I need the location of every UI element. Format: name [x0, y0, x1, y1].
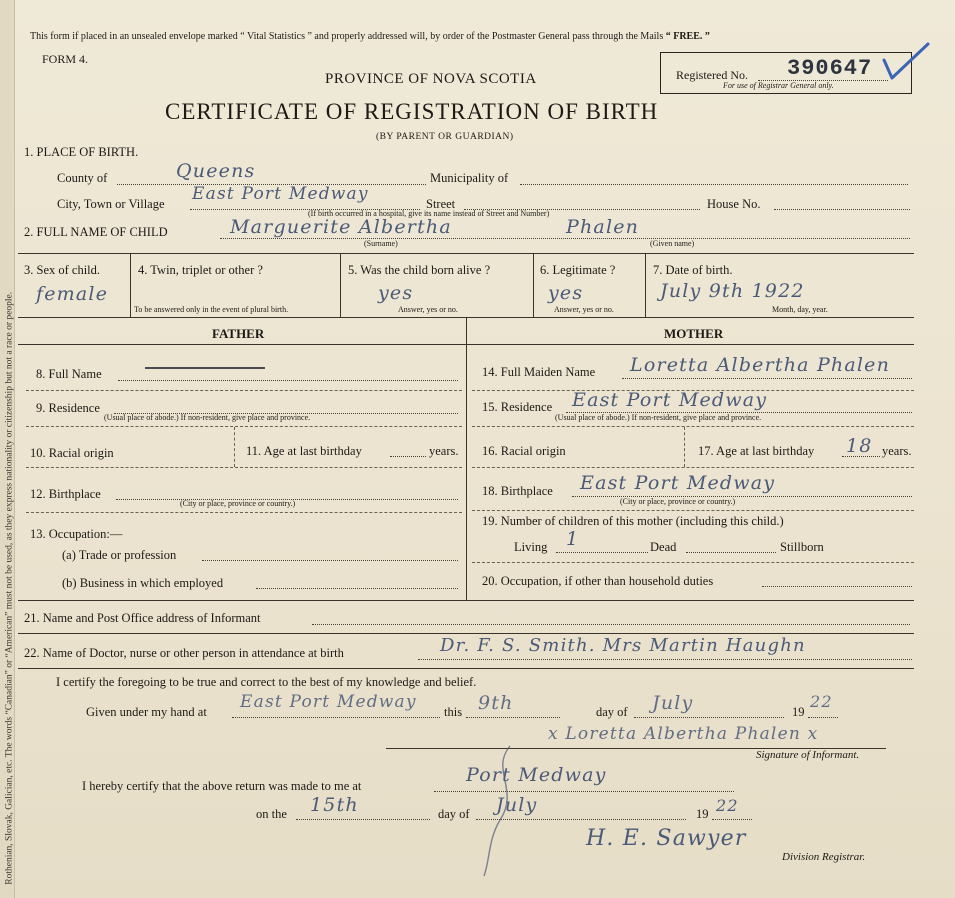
- given-year-value: 22: [810, 692, 833, 711]
- attendant-value: Dr. F. S. Smith. Mrs Martin Haughn: [440, 635, 806, 656]
- city-value: East Port Medway: [192, 184, 369, 204]
- mother-name-label: 14. Full Maiden Name: [482, 365, 596, 379]
- father-header: FATHER: [212, 326, 265, 341]
- municipality-label: Municipality of: [430, 171, 509, 185]
- place-of-birth-label: 1. PLACE OF BIRTH.: [24, 145, 139, 159]
- given-day-line: [466, 717, 560, 718]
- mother-birthplace-note: (City or place, province or country.): [620, 497, 736, 506]
- living-value: 1: [566, 528, 580, 550]
- full-name-child-label: 2. FULL NAME OF CHILD: [24, 225, 168, 239]
- trade-label: (a) Trade or profession: [62, 548, 177, 562]
- child-name-line: [220, 238, 910, 239]
- certificate-title: CERTIFICATE OF REGISTRATION OF BIRTH: [165, 99, 659, 124]
- given-name-note: (Given name): [650, 239, 695, 248]
- father-name-line: [118, 380, 458, 381]
- born-alive-value: yes: [378, 282, 414, 304]
- check-mark-icon: [880, 40, 932, 90]
- registrar-year-value: 22: [716, 796, 739, 815]
- side-instruction-text: Rothenian, Slovak, Galician, etc. The words “Canadian” or “American” must not be used, as they express nationality or citizenship but not a race or people.: [4, 291, 15, 885]
- surname-note: (Surname): [364, 239, 398, 248]
- mother-birthplace-label: 18. Birthplace: [482, 484, 553, 498]
- dead-label: Dead: [650, 540, 677, 554]
- house-no-line: [774, 209, 910, 210]
- sex-label: 3. Sex of child.: [24, 263, 101, 277]
- form-number: FORM 4.: [42, 52, 89, 66]
- attendant-line: [418, 659, 912, 660]
- divider-3: [130, 253, 131, 317]
- father-rule-3: [26, 467, 462, 468]
- divider-5: [533, 253, 534, 317]
- parents-divider: [466, 317, 467, 600]
- living-line: [556, 552, 648, 553]
- free-label: “ FREE. ”: [665, 31, 710, 42]
- given-year-prefix: 19: [792, 705, 805, 719]
- father-racial-label: 10. Racial origin: [30, 446, 114, 460]
- given-at-value: East Port Medway: [240, 692, 417, 712]
- binding-edge: [0, 0, 15, 898]
- city-label: City, Town or Village: [57, 197, 165, 211]
- legitimate-value: yes: [548, 282, 584, 304]
- certify-top-rule: [18, 668, 914, 669]
- living-label: Living: [514, 540, 548, 554]
- mother-rule-2: [472, 426, 914, 427]
- row-3-top-rule: [18, 253, 914, 254]
- registrar-year-prefix: 19: [696, 807, 709, 821]
- this-label: this: [444, 705, 463, 719]
- attendant-top-rule: [18, 633, 914, 634]
- date-of-birth-value: July 9th 1922: [660, 280, 805, 302]
- father-age-label: 11. Age at last birthday: [246, 444, 362, 458]
- date-note: Month, day, year.: [772, 305, 828, 314]
- given-under-label: Given under my hand at: [86, 705, 207, 719]
- divider-6: [645, 253, 646, 317]
- mother-age-value: 18: [846, 435, 873, 457]
- county-label: County of: [57, 171, 108, 185]
- attendant-label: 22. Name of Doctor, nurse or other person in attendance at birth: [24, 646, 344, 660]
- child-surname-value: Marguerite Albertha: [230, 216, 452, 238]
- house-no-label: House No.: [707, 197, 761, 211]
- mother-birthplace-value: East Port Medway: [580, 472, 776, 494]
- given-day-value: 9th: [478, 692, 514, 714]
- child-given-value: Phalen: [566, 216, 640, 238]
- postal-notice: [30, 32, 710, 42]
- return-made-label: I hereby certify that the above return was made to me at: [82, 779, 362, 793]
- given-day-of-label: day of: [596, 705, 628, 719]
- mother-rule-5: [472, 562, 914, 563]
- trade-line: [202, 560, 458, 561]
- signature-informant-label: Signature of Informant.: [756, 749, 860, 761]
- divider-4: [340, 253, 341, 317]
- registrar-day-line: [296, 819, 430, 820]
- twin-label: 4. Twin, triplet or other ?: [138, 263, 263, 277]
- registrar-flourish-icon: [470, 740, 540, 880]
- father-rule-4: [26, 512, 462, 513]
- informant-top-rule: [18, 600, 914, 601]
- mother-name-value: Loretta Albertha Phalen: [630, 354, 891, 376]
- father-rule-1: [26, 390, 462, 391]
- father-racial-divider: [234, 427, 235, 467]
- mother-age-label: 17. Age at last birthday: [698, 444, 815, 458]
- given-month-line: [634, 717, 784, 718]
- father-birthplace-label: 12. Birthplace: [30, 487, 101, 501]
- father-years-label: years.: [429, 444, 459, 458]
- mother-rule-4: [472, 510, 914, 511]
- registrar-general-note: For use of Registrar General only.: [723, 81, 834, 90]
- registrar-place-value: Port Medway: [466, 764, 607, 786]
- occupation-label: 13. Occupation:—: [30, 527, 123, 541]
- county-value: Queens: [176, 160, 256, 182]
- registered-number: 390647: [787, 56, 873, 81]
- registered-no-label: Registered No.: [676, 68, 748, 82]
- children-count-label: 19. Number of children of this mother (including this child.): [482, 514, 784, 528]
- municipality-line: [520, 184, 908, 185]
- father-age-line: [390, 456, 426, 457]
- street-label: Street: [426, 197, 456, 211]
- legitimate-note: Answer, yes or no.: [554, 305, 614, 314]
- registrar-month-value: July: [496, 794, 538, 816]
- mother-years-label: years.: [882, 444, 912, 458]
- registrar-signature-value: H. E. Sawyer: [586, 826, 747, 851]
- sex-value: female: [36, 283, 109, 305]
- on-the-label: on the: [256, 807, 287, 821]
- father-name-label: 8. Full Name: [36, 367, 102, 381]
- division-registrar-label: Division Registrar.: [782, 851, 866, 863]
- mother-header: MOTHER: [664, 326, 724, 341]
- mother-racial-label: 16. Racial origin: [482, 444, 566, 458]
- mother-name-line: [622, 378, 912, 379]
- twin-note: To be answered only in the event of plural birth.: [134, 305, 289, 314]
- mother-residence-value: East Port Medway: [572, 389, 768, 411]
- stillborn-label: Stillborn: [780, 540, 824, 554]
- registrar-day-value: 15th: [310, 794, 359, 816]
- father-rule-2: [26, 426, 462, 427]
- given-year-line: [808, 717, 838, 718]
- date-of-birth-label: 7. Date of birth.: [653, 263, 733, 277]
- mother-racial-divider: [684, 427, 685, 467]
- hospital-note: (If birth occurred in a hospital, give its name instead of Street and Number): [308, 209, 550, 218]
- certificate-subtitle: (BY PARENT OR GUARDIAN): [376, 132, 514, 142]
- business-label: (b) Business in which employed: [62, 576, 224, 590]
- father-residence-label: 9. Residence: [36, 401, 100, 415]
- business-line: [256, 588, 458, 589]
- father-name-dash: [145, 367, 265, 369]
- province-heading: PROVINCE OF NOVA SCOTIA: [325, 71, 537, 87]
- mother-residence-label: 15. Residence: [482, 400, 553, 414]
- mother-rule-3: [472, 467, 914, 468]
- informant-line: [312, 624, 910, 625]
- informant-label: 21. Name and Post Office address of Informant: [24, 611, 261, 625]
- mother-occupation-line: [762, 586, 912, 587]
- given-at-line: [232, 717, 440, 718]
- dead-line: [686, 552, 776, 553]
- certify-statement: I certify the foregoing to be true and correct to the best of my knowledge and belief.: [56, 675, 477, 689]
- registrar-day-of-label: day of: [438, 807, 470, 821]
- father-birthplace-note: (City or place, province or country.): [180, 499, 296, 508]
- father-residence-note: (Usual place of abode.) If non-resident, give place and province.: [104, 413, 311, 422]
- registrar-year-line: [712, 819, 752, 820]
- parents-header-rule: [18, 344, 914, 345]
- born-alive-note: Answer, yes or no.: [398, 305, 458, 314]
- given-month-value: July: [652, 692, 694, 714]
- legitimate-label: 6. Legitimate ?: [540, 263, 616, 277]
- born-alive-label: 5. Was the child born alive ?: [348, 263, 491, 277]
- mother-occupation-label: 20. Occupation, if other than household duties: [482, 574, 714, 588]
- informant-signature-value: x Loretta Albertha Phalen x: [548, 724, 819, 744]
- mother-residence-note: (Usual place of abode.) If non-resident, give place and province.: [555, 413, 762, 422]
- postal-notice-text: This form if placed in an unsealed envelope marked “ Vital Statistics ” and properly addressed will, by order of the Postmaster General pass through the Mails: [30, 31, 664, 42]
